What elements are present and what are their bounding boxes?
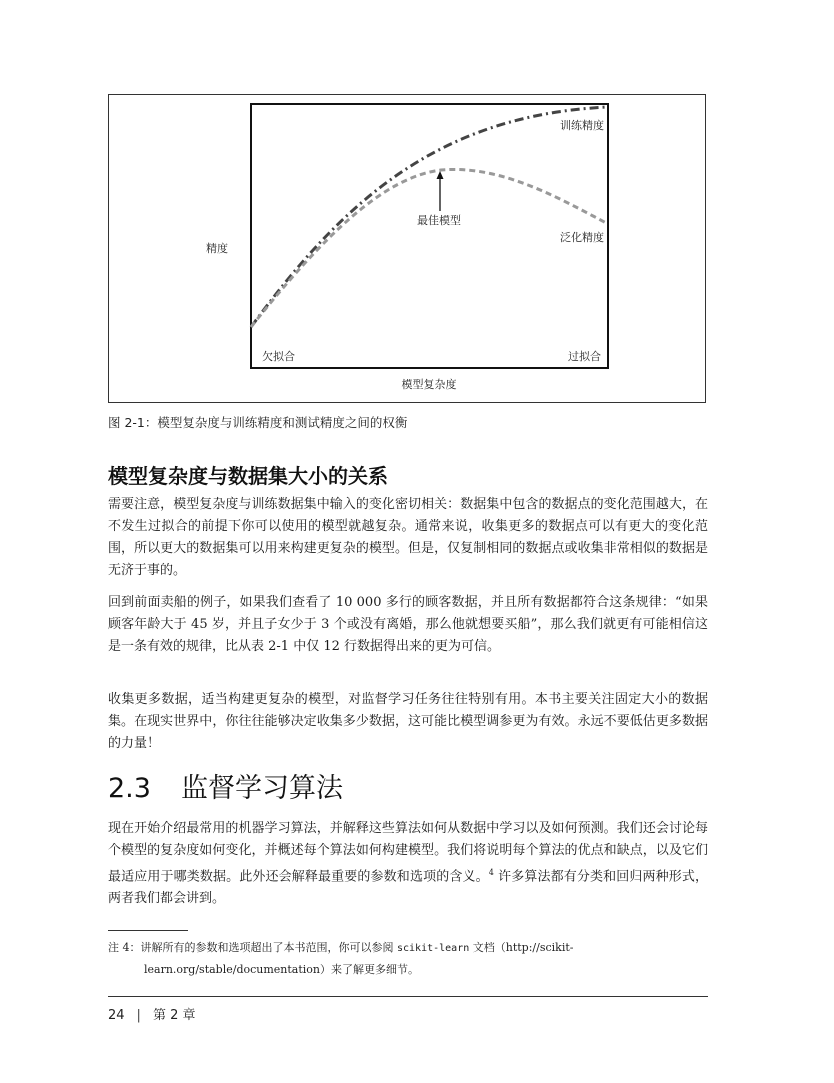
label-best-model: 最佳模型 (417, 214, 461, 227)
paragraph-dataset-size-1: 需要注意，模型复杂度与训练数据集中输入的变化密切相关：数据集中包含的数据点的变化范围越大，在不发生过拟合的前提下你可以使用的模型就越复杂。通常来说，收集更多的数据点可以有更大的变化范围，所以更大的数据集可以用来构建更复杂的模型。但是，仅复制相同的数据点或收集非常相似的数据是无济于事的。 (108, 497, 708, 578)
footnote-divider (108, 930, 188, 931)
page-number: 24 (108, 1008, 125, 1023)
tradeoff-diagram (109, 95, 707, 404)
paragraph-dataset-size-3: 收集更多数据，适当构建更复杂的模型，对监督学习任务往往特别有用。本书主要关注固定大小的数据集。在现实世界中，你往往能够决定收集多少数据，这可能比模型调参更为有效。永远不要低估更多数据的力量！ (108, 692, 708, 751)
section-heading: 模型复杂度与数据集大小的关系 (108, 464, 388, 488)
label-model-complexity-axis: 模型复杂度 (401, 378, 457, 391)
label-accuracy-axis: 精度 (206, 242, 228, 255)
footnote-4 (108, 937, 708, 980)
footnote-marker: 注 4： (108, 941, 141, 954)
plot-area-border (251, 104, 608, 368)
generalization-accuracy-curve (251, 169, 608, 327)
chapter-number: 2.3 (108, 773, 151, 804)
best-model-arrowhead (437, 171, 444, 179)
label-overfitting: 过拟合 (568, 350, 601, 363)
footnote-reference[interactable]: 4 (488, 868, 494, 877)
label-underfitting: 欠拟合 (262, 350, 295, 363)
footnote-text-after: 文档（http://scikit-learn.org/stable/documentation）来了解更多细节。 (144, 941, 574, 976)
figure-2-1 (108, 94, 706, 403)
chapter-label: 第 2 章 (152, 1008, 196, 1023)
label-generalization-accuracy: 泛化精度 (560, 231, 604, 244)
paragraph-dataset-size-2: 回到前面卖船的例子，如果我们查看了 10 000 多行的顾客数据，并且所有数据都符合这条规律：“如果顾客年龄大于 45 岁，并且子女少于 3 个或没有离婚，那么他就想要买船”，那么我们就更有可能相信这是一条有效的规律，比从表 2-1 中仅 12 行数据得出来的更为可信。 (108, 595, 708, 654)
label-training-accuracy: 训练精度 (560, 119, 604, 132)
footnote-text-before: 讲解所有的参数和选项超出了本书范围，你可以参阅 (140, 941, 397, 954)
chapter-heading (108, 766, 343, 805)
chapter-title: 监督学习算法 (180, 773, 343, 804)
paragraph-algorithms-tail: 许多算法都有分类和回归两种形式，两者我们都会讲到。 (108, 869, 708, 907)
paragraph-algorithms-main: 现在开始介绍最常用的机器学习算法，并解释这些算法如何从数据中学习以及如何预测。我们还会讨论每个模型的复杂度如何变化，并概述每个算法如何构建模型。我们将说明每个算法的优点和缺点，以及它们最适应用于哪类数据。此外还会解释最重要的参数和选项的含义。 (108, 821, 708, 885)
figure-caption: 图 2-1：模型复杂度与训练精度和测试精度之间的权衡 (108, 415, 408, 430)
footer-separator: | (136, 1008, 141, 1023)
footer-divider (108, 996, 708, 997)
footnote-code: scikit-learn (397, 943, 470, 954)
paragraph-algorithms-intro (108, 818, 708, 910)
page-footer (108, 1004, 195, 1023)
